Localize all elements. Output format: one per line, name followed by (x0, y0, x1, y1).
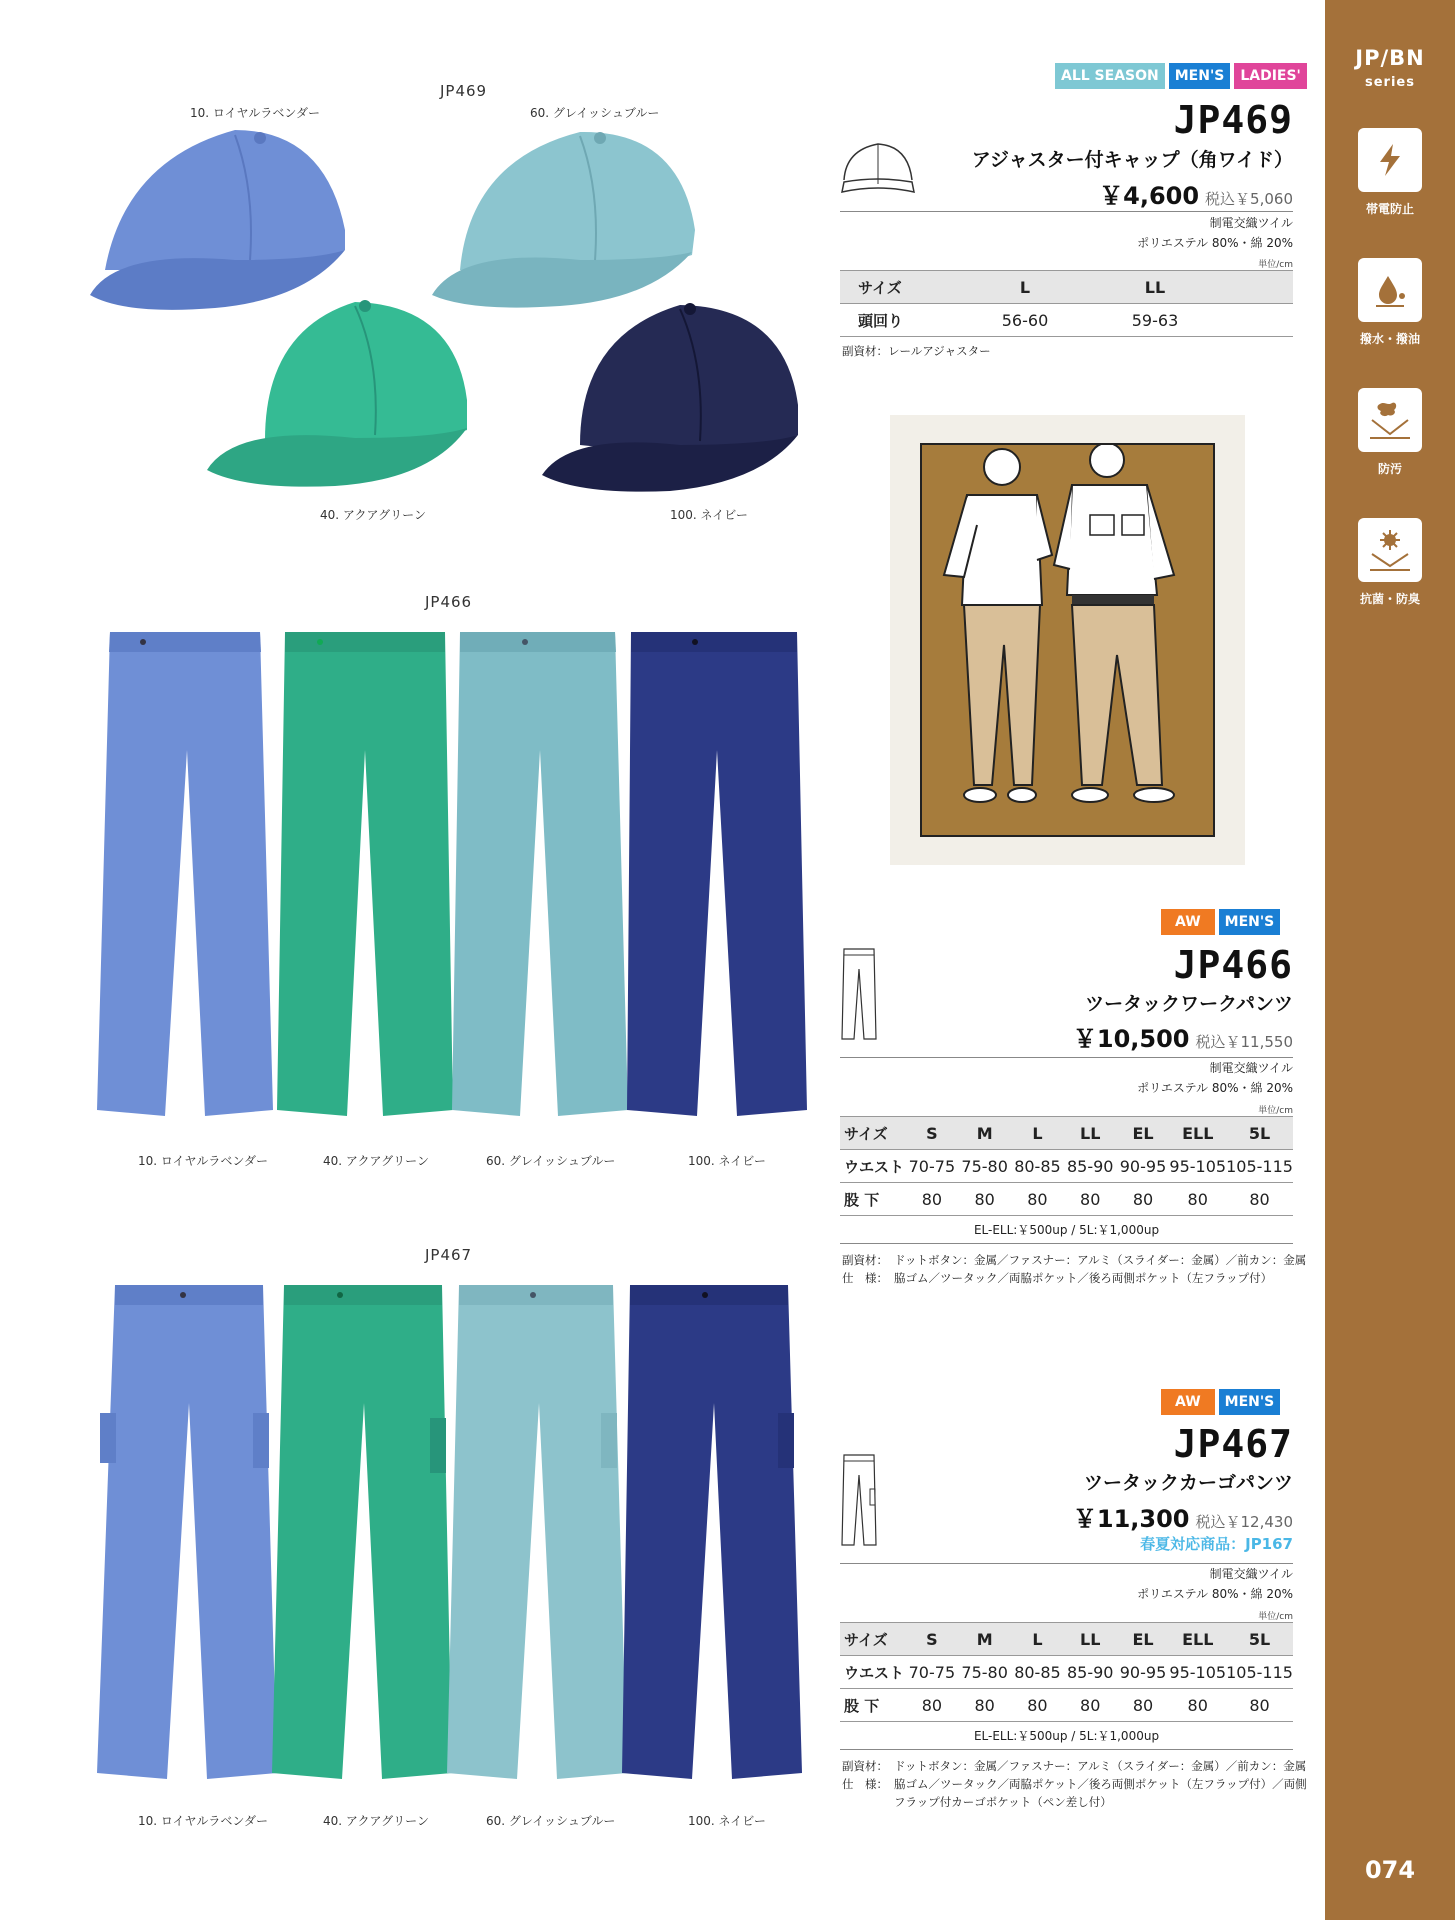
color-label: 100. ネイビー (670, 508, 748, 522)
model-label-jp469: JP469 (440, 82, 488, 100)
table-row-label: 股 下 (844, 1696, 880, 1715)
divider (840, 1749, 1293, 1750)
price-value: ￥11,300 (1072, 1505, 1190, 1533)
table-cell: 80 (921, 1695, 943, 1715)
color-label: 40. アクアグリーン (323, 1154, 429, 1168)
series-title: JP/BN (1355, 46, 1425, 70)
spec-value: フラップ付カーゴポケット（ペン差し付） (894, 1795, 1112, 1809)
water-drop-icon (1358, 258, 1422, 322)
tag-aw: AW (1161, 909, 1215, 935)
tag-all-season: ALL SEASON (1055, 63, 1165, 89)
spec-key: 仕 様： (842, 1271, 888, 1285)
feature-label: 抗菌・防臭 (1359, 592, 1420, 606)
table-header: L (1011, 1623, 1064, 1656)
material-line-1: 制電交織ツイル (1209, 1567, 1293, 1581)
price-value: ￥4,600 (1099, 182, 1200, 210)
pants-navy-image (625, 630, 810, 1120)
table-cell: 80 (921, 1189, 943, 1209)
table-cell: 80-85 (1014, 1156, 1061, 1176)
table-cell: 75-80 (961, 1662, 1008, 1682)
table-header: サイズ (840, 1623, 905, 1656)
table-cell: 80 (1187, 1189, 1208, 1209)
cargo-pants-line-drawing-icon (840, 1453, 880, 1548)
material (1137, 1058, 1293, 1098)
cargo-pants-aqua-green-image (270, 1283, 455, 1783)
sub-material: 副資材：レールアジャスター (842, 344, 991, 358)
cargo-pants-grayish-blue-image (445, 1283, 630, 1783)
pants-line-drawing-icon (840, 947, 880, 1042)
table-cell: 75-80 (961, 1156, 1008, 1176)
table-header: ELL (1169, 1623, 1226, 1656)
table-header: LL (1064, 1623, 1117, 1656)
cargo-pants-navy-image (620, 1283, 805, 1783)
seasonal-counterpart-link[interactable]: 春夏対応商品：JP167 (1140, 1535, 1293, 1553)
series-sidebar (1325, 0, 1455, 1920)
feature-water-oil-repellent (1358, 258, 1422, 347)
table-cell: 80 (1249, 1695, 1270, 1715)
tag-mens: MEN'S (1219, 909, 1281, 935)
series-subtitle: series (1365, 75, 1415, 90)
page-number: 074 (1364, 1856, 1416, 1884)
table-cell: 95-105 (1169, 1156, 1227, 1176)
spec-value: ドットボタン：金属／ファスナー：アルミ（スライダー：金属）／前カン：金属 (894, 1253, 1307, 1267)
table-header: EL (1117, 1623, 1170, 1656)
size-table-jp467 (840, 1622, 1293, 1722)
cap-royal-lavender-image (85, 120, 365, 310)
tag-ladies: LADIES' (1234, 63, 1307, 89)
price-tax: 税込￥5,060 (1205, 190, 1293, 208)
table-cell: 105-115 (1226, 1662, 1293, 1682)
material-line-2: ポリエステル 80%・綿 20% (1137, 1081, 1293, 1095)
cap-navy-image (540, 295, 810, 495)
material-line-2: ポリエステル 80%・綿 20% (1137, 1587, 1293, 1601)
model-illustration (890, 415, 1245, 865)
table-header: 5L (1226, 1117, 1293, 1150)
antibacterial-icon (1358, 518, 1422, 582)
table-header: M (958, 1117, 1011, 1150)
jp467-tags (1161, 1389, 1280, 1415)
table-cell: 90-95 (1119, 1662, 1167, 1682)
spec-key: 仕 様： (842, 1777, 888, 1791)
table-header: M (958, 1623, 1011, 1656)
product-price (1073, 1499, 1293, 1534)
material-line-1: 制電交織ツイル (1209, 1061, 1293, 1075)
table-cell: 59-63 (1131, 310, 1179, 330)
divider (840, 1243, 1293, 1244)
model-label-jp467: JP467 (425, 1246, 473, 1264)
feature-label: 防汚 (1377, 462, 1402, 476)
size-table-jp469 (840, 270, 1293, 337)
table-cell: 80 (1027, 1189, 1048, 1209)
material (1137, 213, 1293, 253)
table-header: S (905, 1623, 958, 1656)
spec-block (842, 1251, 1306, 1287)
size-table-jp466 (840, 1116, 1293, 1216)
color-label: 40. アクアグリーン (323, 1814, 429, 1828)
unit-label: 単位/cm (1258, 1106, 1293, 1116)
table-cell: 80-85 (1014, 1662, 1061, 1682)
product-name: アジャスター付キャップ（角ワイド） (971, 149, 1293, 171)
table-cell: 85-90 (1066, 1156, 1114, 1176)
product-code: JP467 (1173, 1422, 1293, 1466)
table-header: LL (1090, 271, 1220, 304)
table-row-label: 頭回り (858, 311, 904, 330)
color-label: 100. ネイビー (688, 1154, 766, 1168)
table-header: 5L (1226, 1623, 1293, 1656)
price-tax: 税込￥11,550 (1195, 1033, 1293, 1051)
pants-royal-lavender-image (95, 630, 275, 1120)
table-cell: 80 (1187, 1695, 1208, 1715)
lightning-icon (1358, 128, 1422, 192)
spec-key: 副資材： (842, 1253, 888, 1267)
table-header: ELL (1169, 1117, 1226, 1150)
product-code: JP466 (1173, 943, 1293, 987)
feature-antibacterial (1358, 518, 1422, 607)
divider (840, 211, 1293, 212)
table-cell: 85-90 (1066, 1662, 1114, 1682)
stain-shield-icon (1358, 388, 1422, 452)
cargo-pants-royal-lavender-image (95, 1283, 280, 1783)
table-header: サイズ (840, 271, 960, 304)
spec-value: 脇ゴム／ツータック／両脇ポケット／後ろ両側ポケット（左フラップ付）／両側 (894, 1777, 1307, 1791)
tag-aw: AW (1161, 1389, 1215, 1415)
jp469-tags (1055, 63, 1307, 89)
cap-line-drawing-icon (838, 140, 918, 198)
cap-grayish-blue-image (430, 120, 710, 310)
product-price (1099, 176, 1293, 211)
table-cell: 90-95 (1119, 1156, 1167, 1176)
table-cell: 105-115 (1226, 1156, 1293, 1176)
feature-stainproof (1358, 388, 1422, 477)
table-header: S (905, 1117, 958, 1150)
table-row-label: ウエスト (844, 1157, 905, 1176)
color-label: 10. ロイヤルラベンダー (190, 106, 320, 120)
table-cell: 70-75 (908, 1662, 956, 1682)
table-header: L (960, 271, 1090, 304)
table-cell: 80 (1080, 1695, 1101, 1715)
feature-antistatic (1358, 128, 1422, 217)
price-tax: 税込￥12,430 (1195, 1513, 1293, 1531)
jp466-tags (1161, 909, 1280, 935)
pants-grayish-blue-image (450, 630, 630, 1120)
unit-label: 単位/cm (1258, 1612, 1293, 1622)
pants-aqua-green-image (275, 630, 455, 1120)
color-label: 100. ネイビー (688, 1814, 766, 1828)
table-cell: 56-60 (1001, 310, 1049, 330)
tag-mens: MEN'S (1169, 63, 1231, 89)
table-row-label: 股 下 (844, 1190, 880, 1209)
table-cell: 80 (1132, 1695, 1154, 1715)
spec-value: ドットボタン：金属／ファスナー：アルミ（スライダー：金属）／前カン：金属 (894, 1759, 1307, 1773)
table-header: LL (1064, 1117, 1117, 1150)
color-label: 60. グレイッシュブルー (486, 1814, 616, 1828)
table-cell: 95-105 (1169, 1662, 1227, 1682)
product-name: ツータックカーゴパンツ (1083, 1472, 1293, 1494)
illustration-background (920, 443, 1215, 837)
color-label: 60. グレイッシュブルー (530, 106, 660, 120)
unit-label: 単位/cm (1258, 260, 1293, 270)
table-cell: 80 (974, 1189, 995, 1209)
table-header: サイズ (840, 1117, 905, 1150)
feature-label: 帯電防止 (1365, 202, 1414, 216)
product-price (1073, 1019, 1293, 1054)
model-label-jp466: JP466 (425, 593, 473, 611)
table-cell: 80 (1132, 1189, 1154, 1209)
table-cell: 80 (1027, 1695, 1048, 1715)
cap-aqua-green-image (205, 290, 475, 490)
spec-value: 脇ゴム／ツータック／両脇ポケット／後ろ両側ポケット（左フラップ付） (894, 1271, 1273, 1285)
size-surcharge-note: EL-ELL:￥500up / 5L:￥1,000up (973, 1729, 1160, 1743)
color-label: 40. アクアグリーン (320, 508, 426, 522)
material (1137, 1564, 1293, 1604)
product-name: ツータックワークパンツ (1085, 993, 1293, 1015)
color-label: 10. ロイヤルラベンダー (138, 1814, 268, 1828)
color-label: 60. グレイッシュブルー (486, 1154, 616, 1168)
feature-label: 撥水・撥油 (1359, 332, 1420, 346)
table-cell: 80 (974, 1695, 995, 1715)
color-label: 10. ロイヤルラベンダー (138, 1154, 268, 1168)
price-value: ￥10,500 (1072, 1025, 1190, 1053)
material-line-1: 制電交織ツイル (1209, 216, 1293, 230)
product-code: JP469 (1173, 98, 1293, 142)
table-row-label: ウエスト (844, 1663, 905, 1682)
table-header: L (1011, 1117, 1064, 1150)
spec-block (842, 1757, 1307, 1811)
spec-key: 副資材： (842, 1759, 888, 1773)
size-surcharge-note: EL-ELL:￥500up / 5L:￥1,000up (973, 1223, 1160, 1237)
material-line-2: ポリエステル 80%・綿 20% (1137, 236, 1293, 250)
table-header: EL (1117, 1117, 1170, 1150)
tag-mens: MEN'S (1219, 1389, 1281, 1415)
workers-illustration (922, 445, 1215, 837)
table-cell: 70-75 (908, 1156, 956, 1176)
table-cell: 80 (1080, 1189, 1101, 1209)
table-cell: 80 (1249, 1189, 1270, 1209)
